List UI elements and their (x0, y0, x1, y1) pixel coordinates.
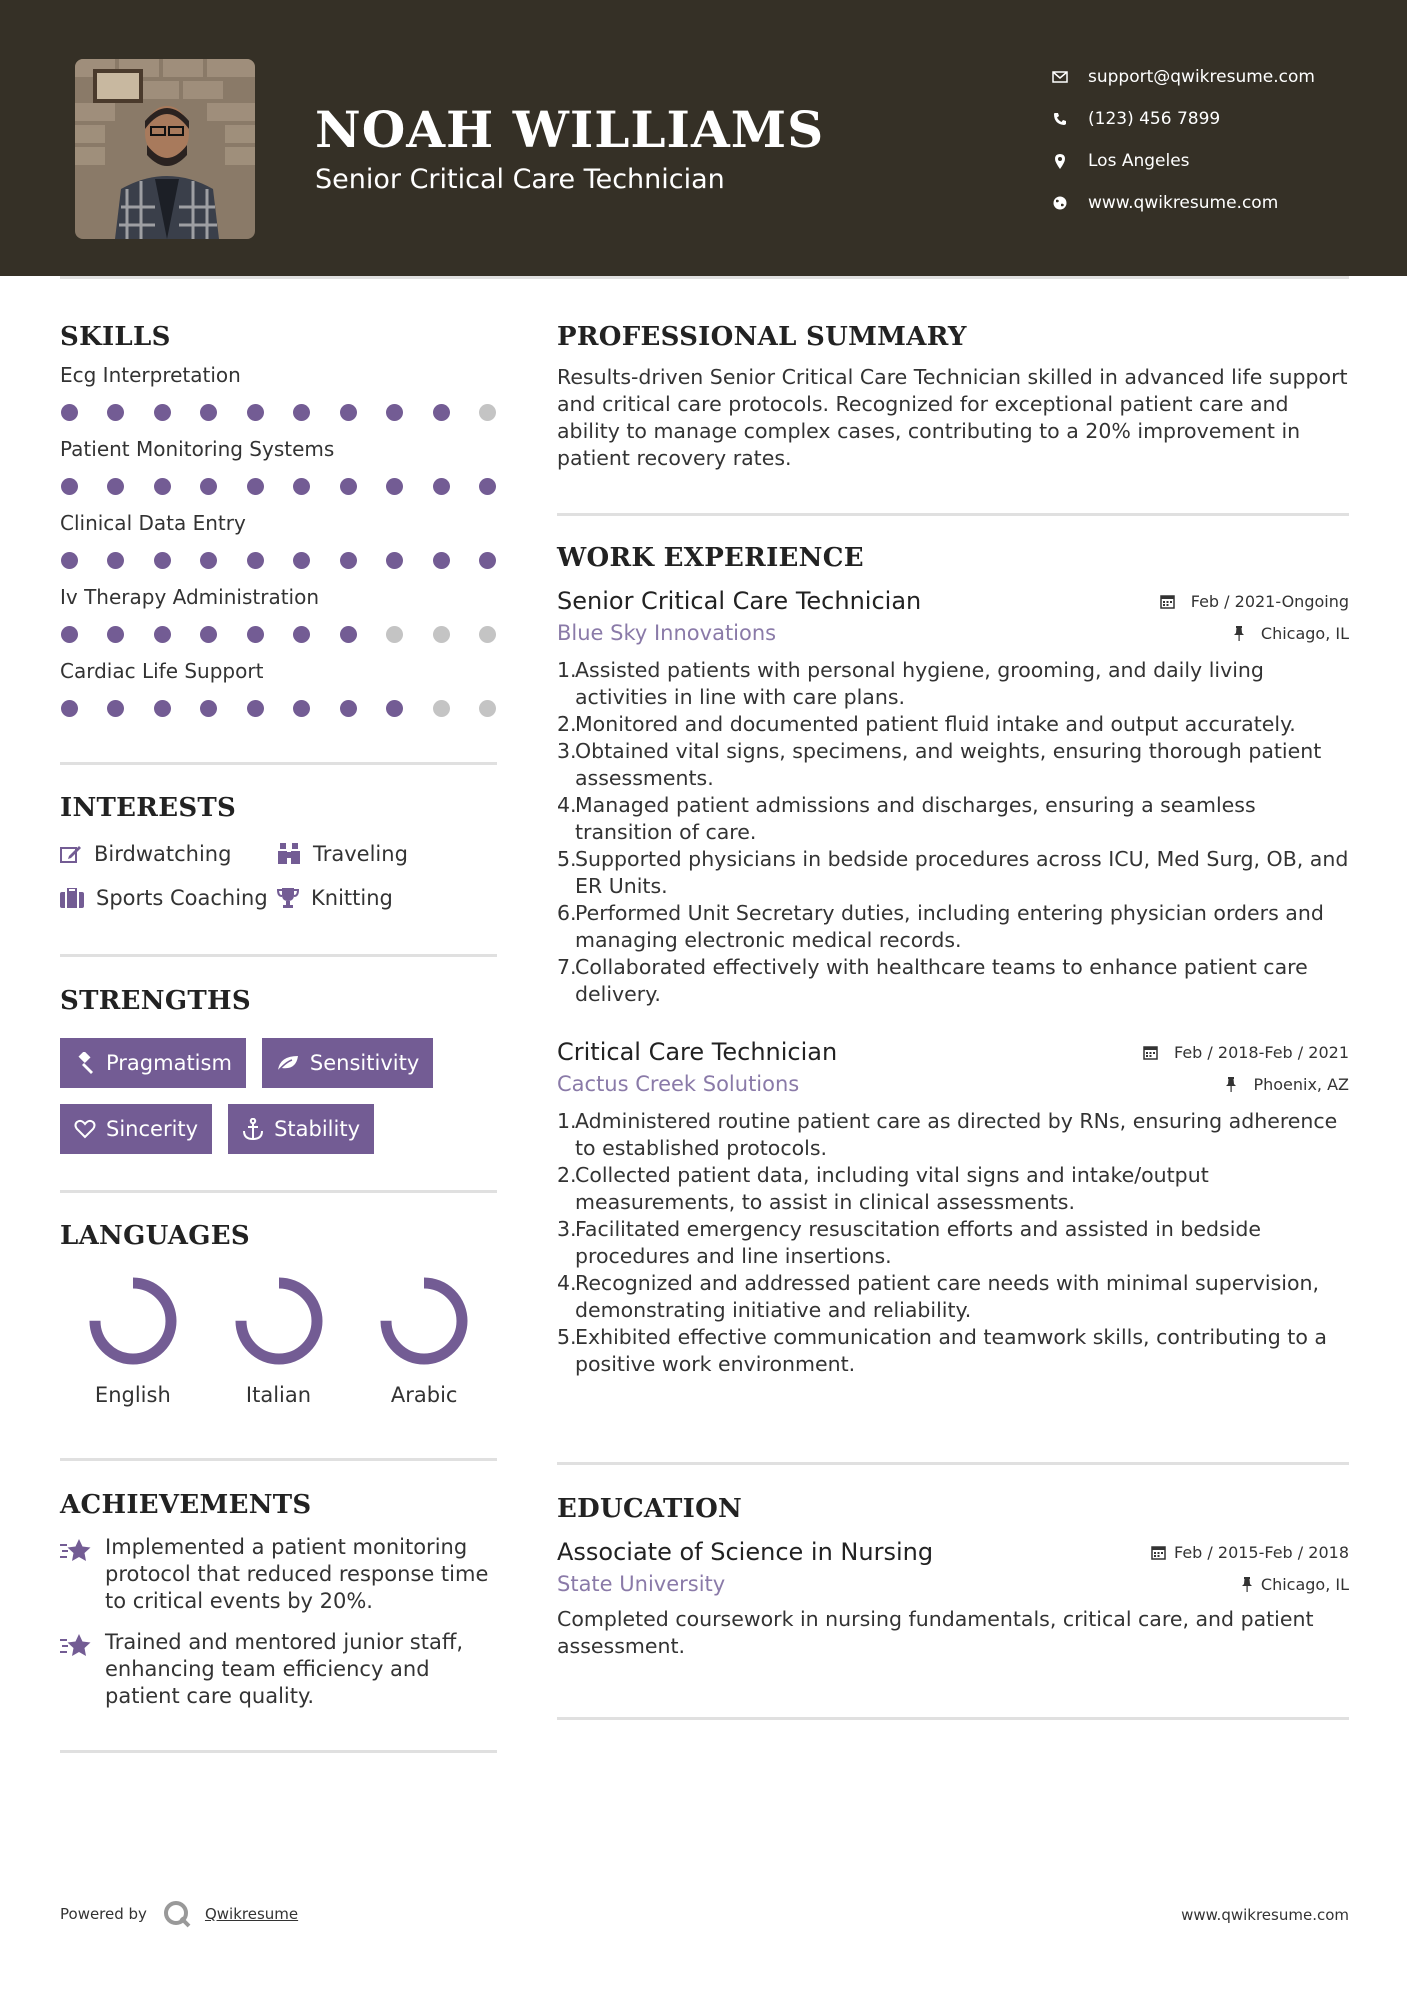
bullet-item (557, 1216, 1349, 1270)
rating-dot (247, 404, 264, 421)
bullet-item (557, 738, 1349, 792)
anchor-icon (242, 1118, 264, 1140)
bullet-item (557, 846, 1349, 900)
bullet-item (557, 1108, 1349, 1162)
skill-name: Iv Therapy Administration (60, 585, 320, 609)
trophy-icon (277, 887, 299, 909)
briefcase-icon (60, 888, 84, 908)
skill-rating (60, 390, 497, 434)
leaf-icon (276, 1054, 300, 1072)
job-date (1160, 592, 1349, 611)
rating-dot (154, 700, 171, 717)
achievements-divider (60, 1750, 497, 1753)
heart-icon (74, 1119, 96, 1139)
company-name: Blue Sky Innovations (557, 621, 777, 645)
bullet-text: Monitored and documented patient fluid intake and output accurately. (575, 712, 1296, 736)
job-title: Critical Care Technician (557, 1038, 838, 1066)
bullet-item (557, 1324, 1349, 1378)
rating-dot (247, 626, 264, 643)
education-head (557, 1538, 1349, 1566)
education-section (557, 1494, 1349, 1660)
interests-section (60, 793, 497, 911)
rating-dot (200, 700, 217, 717)
rating-dot (433, 552, 450, 569)
bullet-item (557, 1162, 1349, 1216)
gavel-icon (74, 1052, 96, 1074)
bullet-number: 1. (557, 1109, 577, 1133)
achievements-section (60, 1490, 497, 1710)
skill-name: Patient Monitoring Systems (60, 437, 335, 461)
job-location (1233, 624, 1349, 643)
bullet-item (557, 792, 1349, 846)
job-title: Senior Critical Care Technician (557, 587, 922, 615)
rating-dot (107, 700, 124, 717)
education-text: Completed coursework in nursing fundamentals, critical care, and patient assessment. (557, 1607, 1314, 1658)
achievements-heading: ACHIEVEMENTS (60, 1490, 312, 1520)
rating-dot (154, 404, 171, 421)
summary-heading: PROFESSIONAL SUMMARY (557, 322, 967, 352)
job-location-text: Chicago, IL (1260, 623, 1349, 643)
bullet-item (557, 900, 1349, 954)
pencil-square-icon (60, 844, 82, 864)
rating-dot (340, 478, 357, 495)
strength-badge: Stability (228, 1104, 374, 1154)
resume-header (0, 0, 1407, 276)
bullet-text: Exhibited effective communication and teamwork skills, contributing to a positive work environment. (575, 1325, 1327, 1376)
languages-section (60, 1221, 497, 1407)
skills-section (60, 322, 497, 730)
candidate-title: Senior Critical Care Technician (315, 164, 725, 195)
language-ring (231, 1273, 327, 1369)
strengths-divider (60, 1190, 497, 1193)
rating-dot (200, 626, 217, 643)
experience-divider (557, 1462, 1349, 1465)
job-entry (557, 587, 1349, 1008)
language-label: Arabic (390, 1383, 458, 1407)
bullet-text: Administered routine patient care as directed by RNs, ensuring adherence to established protocols. (575, 1109, 1338, 1160)
contact-phone-text: (123) 456 7899 (1088, 109, 1221, 129)
language-ring (85, 1273, 181, 1369)
skill-rating (60, 612, 497, 656)
strengths-list (60, 1038, 497, 1154)
job-date-text: Feb / 2018-Feb / 2021 (1174, 1042, 1349, 1062)
profile-photo (75, 59, 255, 239)
rating-dot (433, 404, 450, 421)
summary-section (557, 322, 1349, 472)
bullet-text: Assisted patients with personal hygiene, grooming, and daily living activities in line with care plans. (575, 658, 1264, 709)
skill-rating (60, 538, 497, 582)
bullet-number: 3. (557, 739, 577, 763)
job-date-text: Feb / 2021-Ongoing (1190, 591, 1349, 611)
rating-dot (293, 404, 310, 421)
rating-dot (247, 700, 264, 717)
language-ring (376, 1273, 472, 1369)
job-head (557, 587, 1349, 615)
pushpin-icon (1233, 626, 1253, 641)
rating-dot (293, 700, 310, 717)
bullet-number: 2. (557, 1163, 577, 1187)
rating-dot (200, 478, 217, 495)
header-divider (60, 276, 1349, 279)
job-date (1143, 1043, 1349, 1062)
rating-dot (386, 700, 403, 717)
rating-dot (61, 626, 78, 643)
job-location-text: Phoenix, AZ (1253, 1074, 1349, 1094)
rating-dot (61, 700, 78, 717)
interests-divider (60, 954, 497, 957)
skill-name: Ecg Interpretation (60, 363, 241, 387)
rating-dot (433, 478, 450, 495)
rating-dot (479, 404, 496, 421)
contact-website[interactable] (1050, 182, 1315, 224)
achievement-text: Implemented a patient monitoring protocol that reduced response time to critical events by 20%. (105, 1535, 489, 1613)
interest-item: Knitting (277, 885, 497, 911)
achievement-item (60, 1629, 497, 1710)
rating-dot (61, 552, 78, 569)
education-location: Chicago, IL (1241, 1575, 1349, 1594)
rating-dot (386, 626, 403, 643)
bullet-text: Collaborated effectively with healthcare teams to enhance patient care delivery. (575, 955, 1308, 1006)
education-subhead (557, 1572, 1349, 1596)
rating-dot (107, 626, 124, 643)
languages-list (60, 1273, 497, 1407)
bullet-number: 5. (557, 1325, 577, 1349)
bullet-text: Performed Unit Secretary duties, including entering physician orders and managing electronic medical records. (575, 901, 1324, 952)
contact-list (1050, 56, 1315, 224)
bullet-number: 1. (557, 658, 577, 682)
job-list (557, 587, 1349, 1378)
footer-powered: Powered by Qwikresume (60, 1900, 298, 1928)
calendar-icon (1143, 1045, 1166, 1060)
strengths-heading: STRENGTHS (60, 986, 251, 1016)
bullet-text: Recognized and addressed patient care needs with minimal supervision, demonstrating initiative and reliability. (575, 1271, 1320, 1322)
summary-divider (557, 513, 1349, 516)
rating-dot (107, 478, 124, 495)
rating-dot (293, 478, 310, 495)
school-name: State University (557, 1572, 726, 1596)
rating-dot (107, 404, 124, 421)
bullet-item (557, 954, 1349, 1008)
interest-item: Birdwatching (60, 841, 277, 867)
skill-name: Cardiac Life Support (60, 659, 264, 683)
strength-badge: Sincerity (60, 1104, 212, 1154)
skills-heading: SKILLS (60, 322, 171, 352)
rating-dot (479, 552, 496, 569)
rating-dot (340, 626, 357, 643)
language-level-arc (95, 1283, 171, 1359)
star-icon (60, 1534, 105, 1615)
language-label: English (94, 1383, 171, 1407)
strength-badge: Pragmatism (60, 1038, 246, 1088)
job-location (1225, 1075, 1349, 1094)
language-level-arc (386, 1283, 462, 1359)
rating-dot (293, 626, 310, 643)
pushpin-icon (1225, 1077, 1245, 1092)
bullet-number: 4. (557, 793, 577, 817)
bullet-number: 3. (557, 1217, 577, 1241)
rating-dot (433, 700, 450, 717)
languages-divider (60, 1458, 497, 1461)
rating-dot (107, 552, 124, 569)
strengths-section (60, 986, 497, 1154)
rating-dot (154, 552, 171, 569)
rating-dot (386, 552, 403, 569)
star-icon (60, 1629, 105, 1710)
bullet-number: 4. (557, 1271, 577, 1295)
rating-dot (154, 478, 171, 495)
pushpin-icon (1241, 1577, 1253, 1592)
bullet-text: Facilitated emergency resuscitation efforts and assisted in bedside procedures and line insertions. (575, 1217, 1262, 1268)
skills-divider (60, 762, 497, 765)
rating-dot (479, 700, 496, 717)
footer-url[interactable]: www.qwikresume.com (1181, 1906, 1349, 1924)
rating-dot (247, 552, 264, 569)
rating-dot (61, 404, 78, 421)
bullet-number: 6. (557, 901, 577, 925)
rating-dot (340, 404, 357, 421)
interests-grid (60, 841, 497, 911)
rating-dot (247, 478, 264, 495)
rating-dot (433, 626, 450, 643)
contact-location (1050, 140, 1315, 182)
skill-rating (60, 686, 497, 730)
language-level-arc (241, 1283, 317, 1359)
skill-name: Clinical Data Entry (60, 511, 246, 535)
achievement-text: Trained and mentored junior staff, enhancing team efficiency and patient care quality. (105, 1630, 463, 1708)
bullet-text: Collected patient data, including vital signs and intake/output measurements, to assist in clinical assessments. (575, 1163, 1209, 1214)
rating-dot (61, 478, 78, 495)
rating-dot (154, 626, 171, 643)
map-pin-icon (1050, 151, 1070, 171)
rating-dot (200, 404, 217, 421)
achievements-list (60, 1534, 497, 1710)
contact-location-text: Los Angeles (1088, 151, 1190, 171)
experience-section (557, 543, 1349, 1378)
degree-title: Associate of Science in Nursing (557, 1538, 934, 1566)
contact-email[interactable] (1050, 56, 1315, 98)
languages-heading: LANGUAGES (60, 1221, 250, 1251)
bullet-item (557, 657, 1349, 711)
education-divider (557, 1717, 1349, 1720)
rating-dot (340, 552, 357, 569)
company-name: Cactus Creek Solutions (557, 1072, 800, 1096)
rating-dot (479, 626, 496, 643)
contact-phone[interactable] (1050, 98, 1315, 140)
calendar-icon (1151, 1545, 1166, 1560)
interest-item: Sports Coaching (60, 885, 277, 911)
job-bullets (557, 1108, 1349, 1378)
experience-heading: WORK EXPERIENCE (557, 543, 864, 573)
rating-dot (386, 478, 403, 495)
calendar-icon (1160, 594, 1183, 609)
language-item (206, 1273, 352, 1407)
bullet-item (557, 1270, 1349, 1324)
education-date: Feb / 2015-Feb / 2018 (1151, 1543, 1349, 1562)
contact-website-text: www.qwikresume.com (1088, 193, 1279, 213)
bullet-item (557, 711, 1349, 738)
rating-dot (479, 478, 496, 495)
job-subhead (557, 621, 1349, 645)
rating-dot (293, 552, 310, 569)
globe-icon (1050, 193, 1070, 213)
skill-rating (60, 464, 497, 508)
job-subhead (557, 1072, 1349, 1096)
job-bullets (557, 657, 1349, 1008)
envelope-icon (1050, 67, 1070, 87)
rating-dot (386, 404, 403, 421)
binoculars-icon (277, 843, 301, 865)
strength-badge: Sensitivity (262, 1038, 433, 1088)
rating-dot (340, 700, 357, 717)
interests-heading: INTERESTS (60, 793, 237, 823)
language-item (60, 1273, 206, 1407)
language-label: Italian (245, 1383, 312, 1407)
interest-item: Traveling (277, 841, 497, 867)
bullet-number: 5. (557, 847, 577, 871)
job-entry (557, 1038, 1349, 1378)
education-heading: EDUCATION (557, 1494, 743, 1524)
skills-list (60, 360, 497, 730)
bullet-text: Obtained vital signs, specimens, and weights, ensuring thorough patient assessments. (575, 739, 1322, 790)
achievement-item (60, 1534, 497, 1615)
bullet-text: Managed patient admissions and discharges, ensuring a seamless transition of care. (575, 793, 1256, 844)
bullet-text: Supported physicians in bedside procedures across ICU, Med Surg, OB, and ER Units. (575, 847, 1349, 898)
qwikresume-logo-icon (163, 1900, 191, 1928)
summary-text: Results-driven Senior Critical Care Technician skilled in advanced life support and critical care protocols. Recognized for exceptional patient care and ability to manage complex cases, contributing to a 20% improvement in patient recovery rates. (557, 365, 1348, 470)
rating-dot (200, 552, 217, 569)
footer-brand-link[interactable]: Qwikresume (204, 1905, 299, 1923)
bullet-number: 7. (557, 955, 577, 979)
phone-icon (1050, 109, 1070, 129)
candidate-name: NOAH WILLIAMS (315, 100, 825, 159)
bullet-number: 2. (557, 712, 577, 736)
language-item (351, 1273, 497, 1407)
job-head (557, 1038, 1349, 1066)
contact-email-text: support@qwikresume.com (1088, 67, 1315, 87)
